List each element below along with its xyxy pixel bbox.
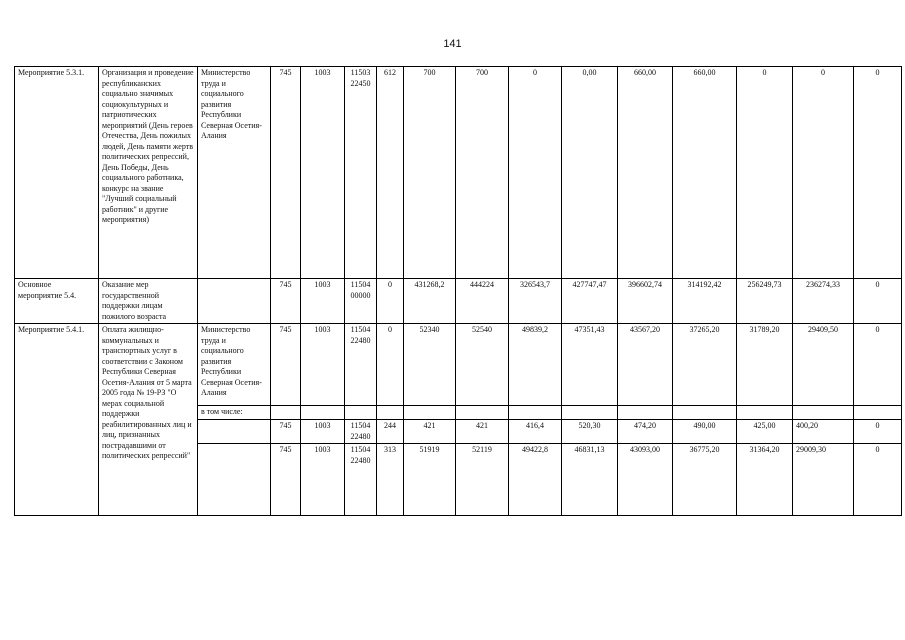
- value-cell: 425,00: [737, 420, 793, 444]
- page-number: 141: [443, 38, 462, 50]
- value-cell: 37265,20: [673, 324, 737, 406]
- value-cell: 51919: [404, 444, 456, 516]
- value-cell: 0: [737, 67, 793, 279]
- executor-subheading: в том числе:: [198, 406, 271, 420]
- value-cell: 47351,43: [562, 324, 618, 406]
- value-cell: 52119: [456, 444, 509, 516]
- value-cell: 490,00: [673, 420, 737, 444]
- value-cell: 427747,47: [562, 279, 618, 324]
- value-cell: 0,00: [562, 67, 618, 279]
- value-cell: 31364,20: [737, 444, 793, 516]
- value-cell: 660,00: [618, 67, 673, 279]
- csr-cell: 11503 22450: [345, 67, 377, 279]
- budget-table: [14, 66, 902, 516]
- status-cell: Основное мероприятие 5.4.: [15, 279, 99, 324]
- value-cell: 0: [509, 67, 562, 279]
- value-cell: 0: [854, 67, 902, 279]
- value-cell: 31789,20: [737, 324, 793, 406]
- csr-cell: 11504 22480: [345, 444, 377, 516]
- vr-cell: 244: [377, 420, 404, 444]
- value-cell: 700: [404, 67, 456, 279]
- grbs-cell: 745: [271, 279, 301, 324]
- name-cell: Оказание мер государственной поддержки лицам пожилого возраста: [99, 279, 198, 324]
- grbs-cell: 745: [271, 67, 301, 279]
- status-cell: Мероприятие 5.3.1.: [15, 67, 99, 279]
- rzpr-cell: 1003: [301, 324, 345, 406]
- table-row: [15, 279, 902, 324]
- value-cell: 29409,50: [793, 324, 854, 406]
- rzpr-cell: 1003: [301, 420, 345, 444]
- value-cell: 43093,00: [618, 444, 673, 516]
- value-cell: 400,20: [793, 420, 854, 444]
- value-cell: 0: [793, 67, 854, 279]
- value-cell: 421: [404, 420, 456, 444]
- value-cell: 421: [456, 420, 509, 444]
- value-cell: 431268,2: [404, 279, 456, 324]
- value-cell: 520,30: [562, 420, 618, 444]
- name-cell: Организация и проведение республиканских социально значимых социокультурных и патриотических мероприятий (День героев Отечества, День пожилых людей, День памяти жертв политических репрессий, День Победы, День социального работника, конкурс на звание "Лучший социальный работник" и другие мероприятия): [99, 67, 198, 279]
- vr-cell: 0: [377, 279, 404, 324]
- rzpr-cell: 1003: [301, 444, 345, 516]
- csr-cell: 11504 22480: [345, 420, 377, 444]
- value-cell: 46831,13: [562, 444, 618, 516]
- value-cell: 700: [456, 67, 509, 279]
- vr-cell: 612: [377, 67, 404, 279]
- grbs-cell: 745: [271, 324, 301, 406]
- csr-cell: 11504 22480: [345, 324, 377, 406]
- value-cell: 396602,74: [618, 279, 673, 324]
- value-cell: 0: [854, 279, 902, 324]
- executor-cell: [198, 444, 271, 516]
- value-cell: 52340: [404, 324, 456, 406]
- value-cell: 43567,20: [618, 324, 673, 406]
- value-cell: 314192,42: [673, 279, 737, 324]
- value-cell: 0: [854, 420, 902, 444]
- value-cell: 256249,73: [737, 279, 793, 324]
- value-cell: 326543,7: [509, 279, 562, 324]
- executor-cell: [198, 279, 271, 324]
- table-row: [15, 324, 902, 406]
- executor-cell: Министерство труда и социального развития Республики Северная Осетия-Алания: [198, 67, 271, 279]
- executor-cell: [198, 420, 271, 444]
- value-cell: 416,4: [509, 420, 562, 444]
- name-cell: Оплата жилищно-коммунальных и транспортных услуг в соответствии с Законом Республики Северная Осетия-Алания от 5 марта 2005 года № 19-РЗ "О мерах социальной поддержки реабилитированных лиц и лиц, признанных пострадавшими от политических репрессий": [99, 324, 198, 516]
- value-cell: 444224: [456, 279, 509, 324]
- csr-cell: 11504 00000: [345, 279, 377, 324]
- value-cell: 0: [854, 324, 902, 406]
- value-cell: 36775,20: [673, 444, 737, 516]
- value-cell: 52540: [456, 324, 509, 406]
- executor-cell: Министерство труда и социального развития Республики Северная Осетия-Алания: [198, 324, 271, 406]
- value-cell: 0: [854, 444, 902, 516]
- table-row: [15, 67, 902, 279]
- status-cell: Мероприятие 5.4.1.: [15, 324, 99, 516]
- value-cell: 49422,8: [509, 444, 562, 516]
- value-cell: 660,00: [673, 67, 737, 279]
- grbs-cell: 745: [271, 444, 301, 516]
- vr-cell: 0: [377, 324, 404, 406]
- rzpr-cell: 1003: [301, 279, 345, 324]
- grbs-cell: 745: [271, 420, 301, 444]
- rzpr-cell: 1003: [301, 67, 345, 279]
- vr-cell: 313: [377, 444, 404, 516]
- value-cell: 474,20: [618, 420, 673, 444]
- value-cell: 236274,33: [793, 279, 854, 324]
- value-cell: 49839,2: [509, 324, 562, 406]
- value-cell: 29009,30: [793, 444, 854, 516]
